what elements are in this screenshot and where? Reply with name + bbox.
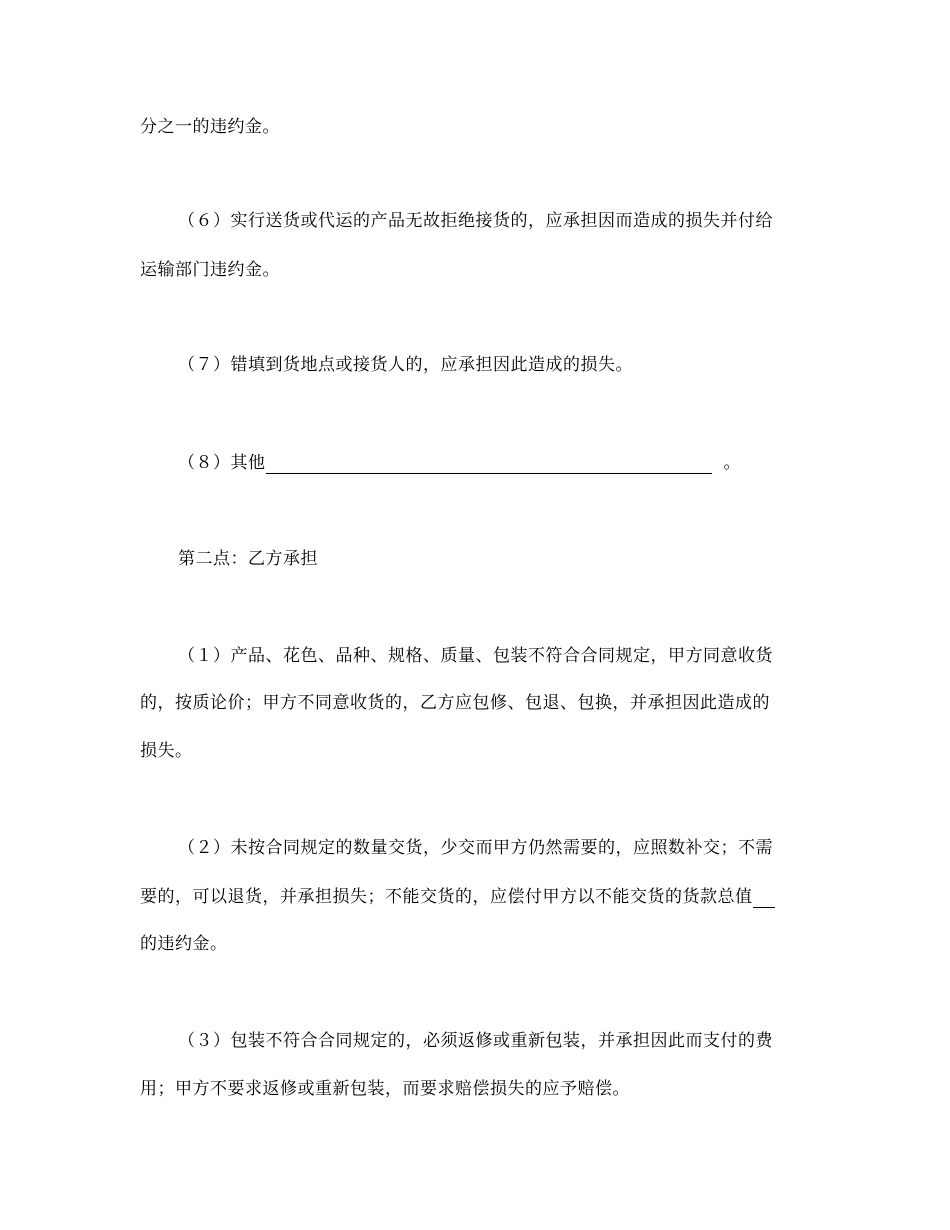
clause-b1-line-1: （１）产品、花色、品种、规格、质量、包装不符合合同规定，甲方同意收货 <box>178 646 773 666</box>
section-heading: 第二点：乙方承担 <box>178 549 318 569</box>
fill-in-blank-other[interactable] <box>266 455 712 474</box>
clause-b2-line-2 <box>140 886 775 908</box>
clause-8-period: 。 <box>723 453 741 473</box>
clause-b2-line-1: （２）未按合同规定的数量交货，少交而甲方仍然需要的，应照数补交；不需 <box>178 838 773 858</box>
clause-b1-line-3: 损失。 <box>140 741 193 761</box>
clause-7: （７）错填到货地点或接货人的，应承担因此造成的损失。 <box>178 355 633 375</box>
clause-b3-line-1: （３）包装不符合合同规定的，必须返修或重新包装，并承担因此而支付的费 <box>178 1031 773 1051</box>
clause-b3-line-2: 用；甲方不要求返修或重新包装，而要求赔偿损失的应予赔偿。 <box>140 1079 630 1099</box>
clause-6-line-2: 运输部门违约金。 <box>140 260 280 280</box>
clause-6-line-1: （６）实行送货或代运的产品无故拒绝接货的，应承担因而造成的损失并付给 <box>178 211 773 231</box>
clause-b1-line-2: 的，按质论价；甲方不同意收货的，乙方应包修、包退、包换，并承担因此造成的 <box>140 693 770 713</box>
clause-8-label: （８）其他 <box>178 453 266 473</box>
clause-b2-line-2-text: 要的，可以退货，并承担损失；不能交货的，应偿付甲方以不能交货的货款总值 <box>140 887 753 907</box>
clause-b2-line-3: 的违约金。 <box>140 934 228 954</box>
text-line: 分之一的违约金。 <box>140 117 280 137</box>
clause-8 <box>178 452 741 474</box>
fill-in-blank-ratio[interactable] <box>753 889 775 908</box>
